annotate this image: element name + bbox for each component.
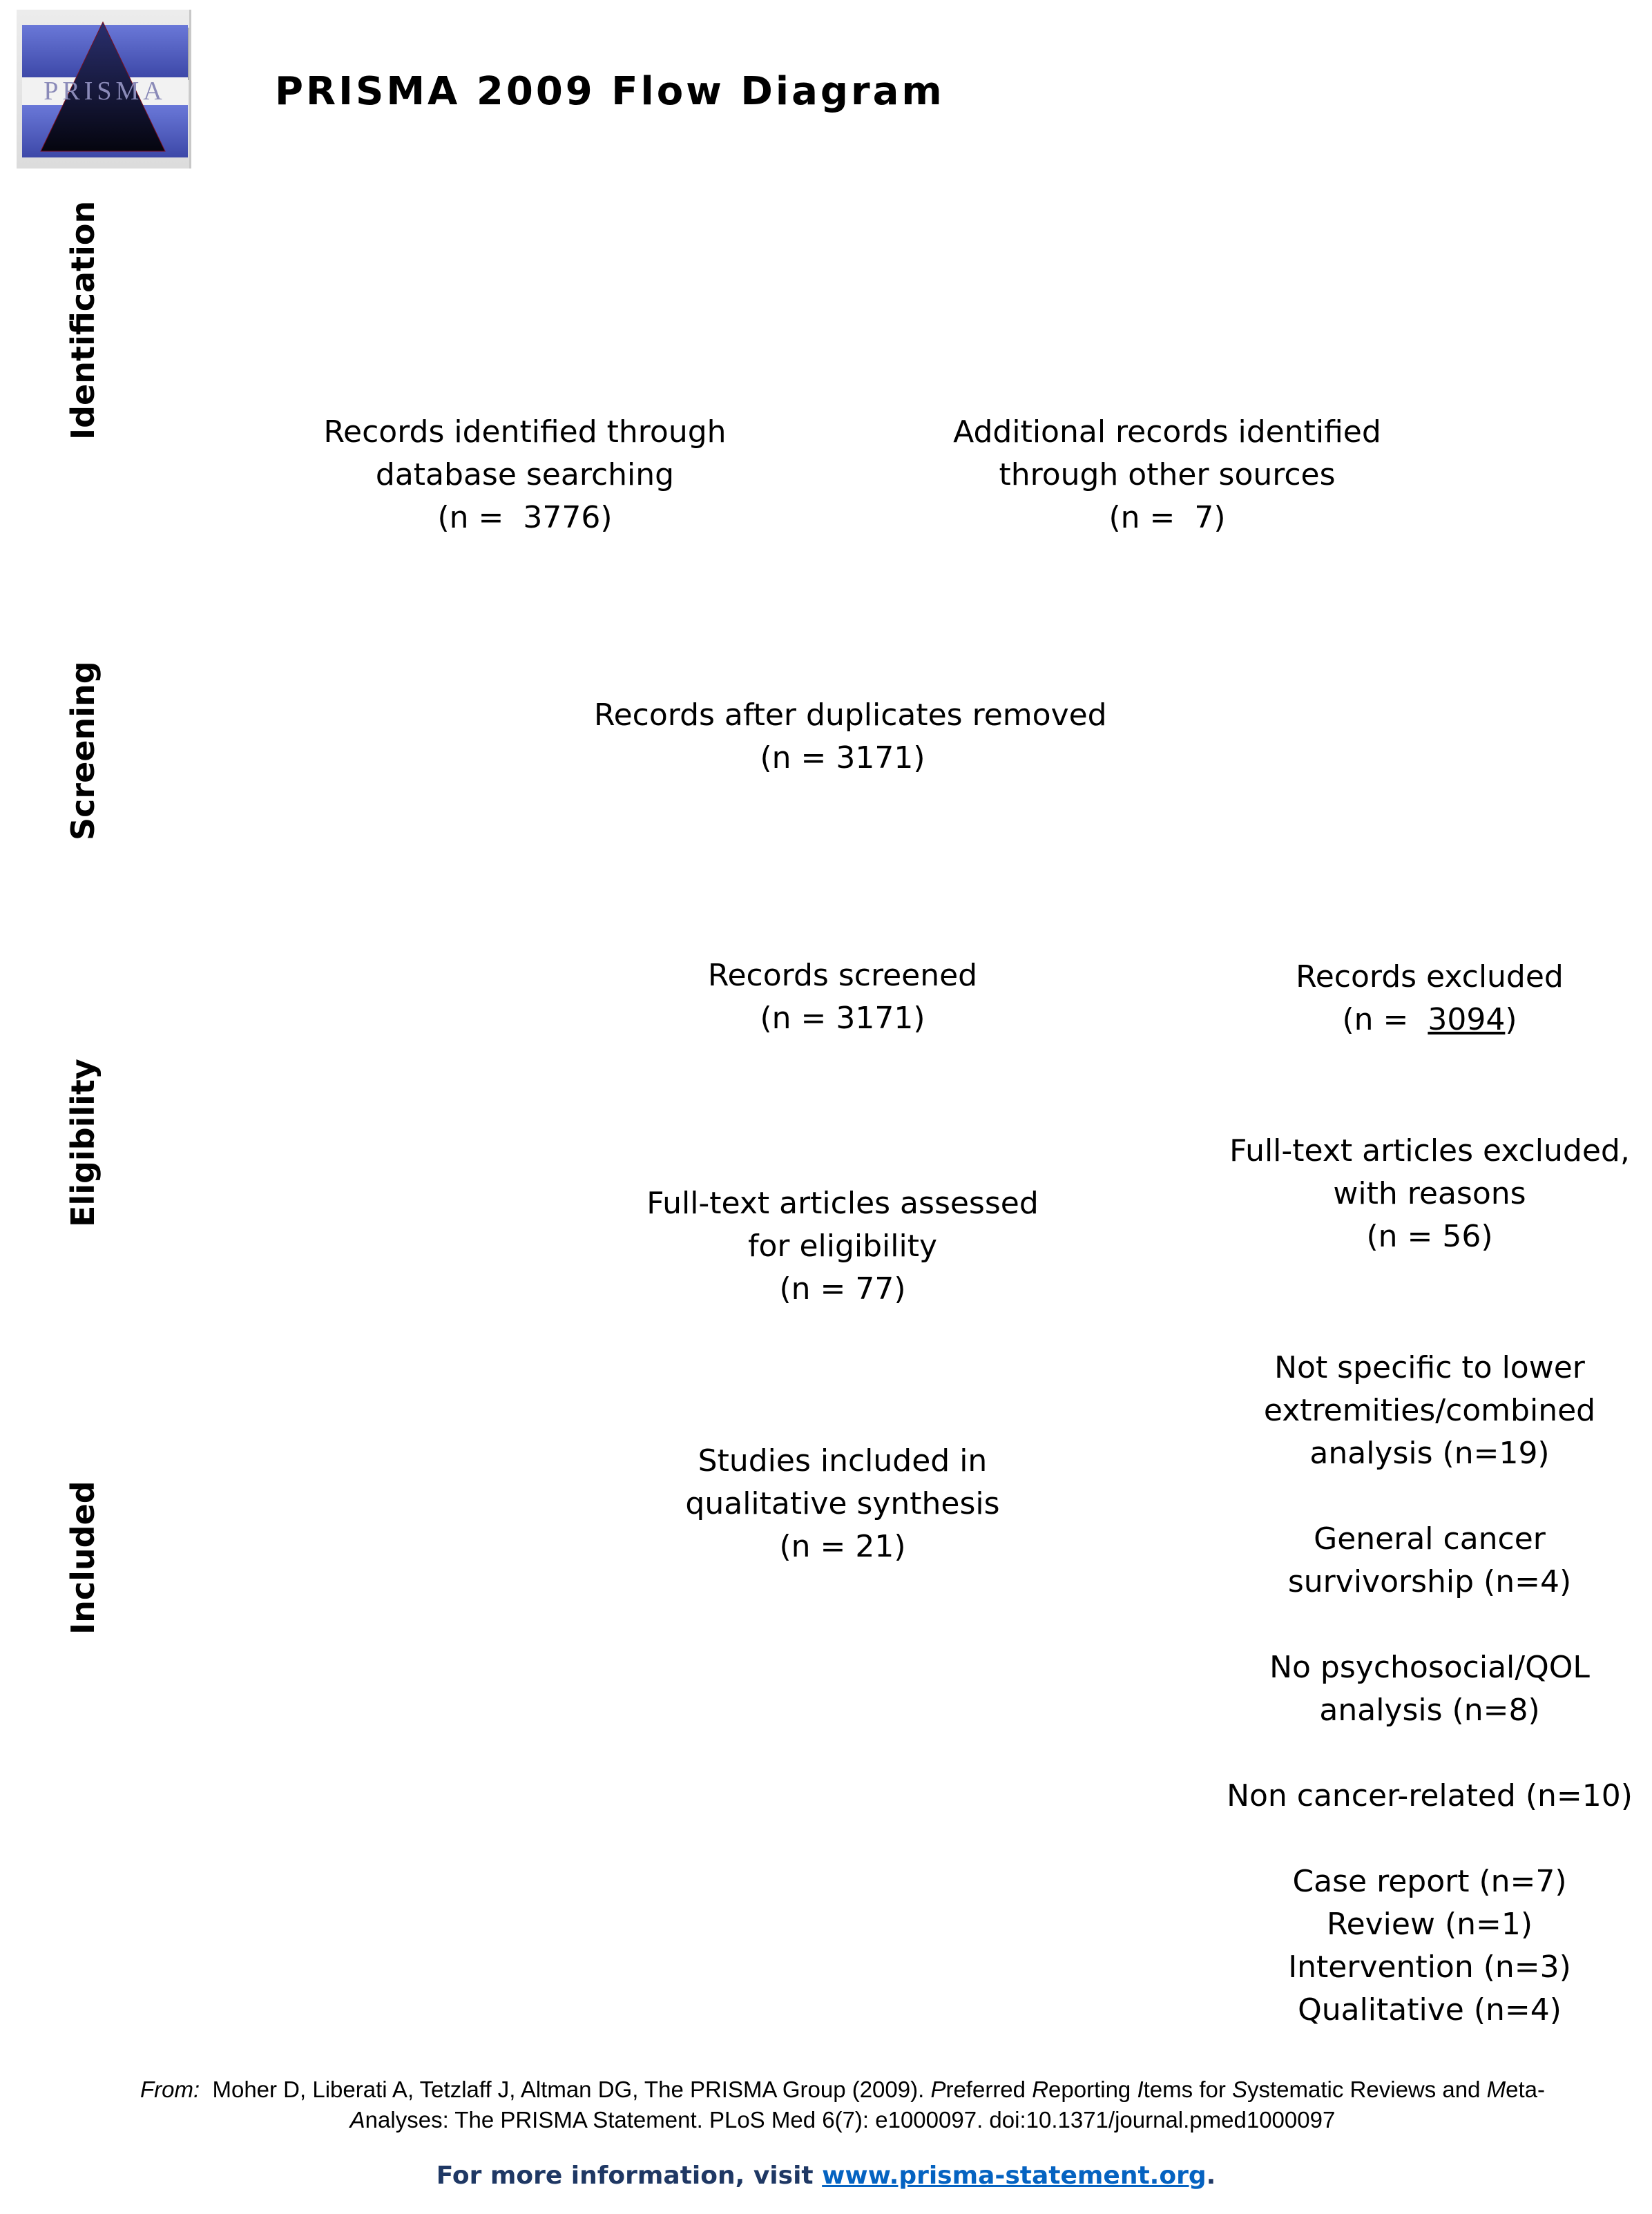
citation-text: A [349, 2107, 365, 2133]
reason-group [1216, 1775, 1644, 1818]
count-prefix: (n = [779, 1271, 856, 1307]
reason-line: Case report (n=7) [1292, 1864, 1567, 1899]
count-prefix: (n = [779, 1529, 856, 1564]
citation-text: I [1137, 2077, 1144, 2102]
box-line: Records excluded [1296, 959, 1564, 994]
logo-text: PRISMA [44, 77, 166, 106]
box-records-screened [635, 954, 1050, 1040]
phase-label-identification: Identification [64, 200, 102, 440]
count-prefix: (n = [1108, 500, 1195, 535]
more-info-suffix: . [1206, 2162, 1216, 2190]
count-value: 21 [855, 1529, 894, 1564]
box-count [1216, 1215, 1644, 1258]
box-line: Records screened [707, 958, 978, 993]
count-suffix: ) [894, 1271, 906, 1307]
prisma-logo [17, 10, 191, 169]
count-suffix: ) [1481, 1219, 1493, 1254]
reason-line: No psychosocial/QOL [1269, 1650, 1590, 1685]
reason-line: survivorship (n=4) [1287, 1564, 1572, 1599]
count-suffix: ) [894, 1529, 906, 1564]
box-count [1229, 999, 1630, 1041]
reason-line: Non cancer-related (n=10) [1227, 1778, 1633, 1813]
reason-group [1216, 1518, 1644, 1604]
reason-group [1216, 1646, 1644, 1732]
count-suffix: ) [1213, 500, 1226, 535]
box-database-searching [318, 411, 732, 539]
box-other-sources [939, 411, 1395, 539]
more-info-text: For more information, visit [436, 2162, 823, 2190]
reason-group [1216, 1347, 1644, 1475]
citation-line-2 [41, 2105, 1644, 2135]
count-suffix: ) [600, 500, 613, 535]
box-count [622, 1268, 1064, 1311]
count-value: 77 [855, 1271, 894, 1307]
box-line: Records after duplicates removed [594, 697, 1107, 733]
count-suffix: ) [913, 740, 925, 776]
reason-line: analysis (n=8) [1319, 1693, 1540, 1728]
box-count [939, 497, 1395, 539]
box-count [635, 997, 1050, 1040]
citation-text: Moher D, Liberati A, Tetzlaff J, Altman DG, The PRISMA Group (2009). [200, 2077, 931, 2102]
reason-line: analysis (n=19) [1309, 1436, 1550, 1471]
box-line: through other sources [999, 457, 1336, 492]
citation-text: referred [945, 2077, 1032, 2102]
phase-label-eligibility: Eligibility [64, 1059, 102, 1227]
reason-line: Not specific to lower [1274, 1350, 1585, 1385]
phase-label-screening: Screening [64, 661, 102, 840]
box-line: Studies included in [698, 1443, 988, 1479]
citation-text: S [1232, 2077, 1248, 2102]
citation [41, 2075, 1644, 2135]
reason-line: General cancer [1314, 1521, 1546, 1557]
box-duplicates-removed [594, 694, 1107, 780]
citation-text: tems for [1143, 2077, 1232, 2102]
count-prefix: (n = [1366, 1219, 1443, 1254]
count-value: 56 [1442, 1219, 1481, 1254]
count-value: 3094 [1428, 1002, 1506, 1037]
count-suffix: ) [1505, 1002, 1517, 1037]
reason-line: Review (n=1) [1326, 1907, 1533, 1942]
reason-line: Qualitative (n=4) [1298, 1992, 1562, 2028]
count-suffix: ) [913, 1001, 925, 1036]
box-line: database searching [375, 457, 675, 492]
citation-text: M [1486, 2077, 1506, 2102]
citation-text: nalyses: The PRISMA Statement. PLoS Med 6(7): e1000097. doi:10.1371/journal.pmed1000097 [365, 2107, 1336, 2133]
citation-text: P [930, 2077, 946, 2102]
box-count [635, 1525, 1050, 1568]
more-info [0, 2162, 1652, 2190]
citation-line-1 [41, 2075, 1644, 2105]
box-line: Additional records identified [953, 414, 1381, 450]
count-value: 3171 [836, 740, 914, 776]
box-count [318, 497, 732, 539]
box-line: with reasons [1333, 1176, 1526, 1211]
prisma-logo-graphic [17, 10, 189, 169]
citation-text: ystematic Reviews and [1247, 2077, 1487, 2102]
box-line: for eligibility [747, 1229, 938, 1264]
count-value: 7 [1194, 500, 1214, 535]
count-value: 3776 [523, 500, 601, 535]
box-fulltext-assessed [622, 1182, 1064, 1311]
count-prefix: (n = [760, 740, 836, 776]
reason-group [1216, 1860, 1644, 2032]
reason-line: Intervention (n=3) [1288, 1950, 1571, 1985]
box-records-excluded [1229, 956, 1630, 1041]
box-line: Full-text articles excluded, [1229, 1133, 1630, 1168]
reason-line: extremities/combined [1263, 1393, 1596, 1428]
count-prefix: (n = [437, 500, 524, 535]
box-line: Records identified through [323, 414, 727, 450]
citation-text: eta- [1506, 2077, 1546, 2102]
citation-text: eporting [1048, 2077, 1137, 2102]
box-line: qualitative synthesis [685, 1486, 1000, 1521]
citation-text: R [1032, 2077, 1049, 2102]
phase-label-included: Included [64, 1481, 102, 1635]
count-prefix: (n = [1342, 1002, 1428, 1037]
exclusion-reasons-list [1216, 1347, 1644, 2032]
page-title: PRISMA 2009 Flow Diagram [275, 69, 945, 114]
count-prefix: (n = [760, 1001, 836, 1036]
prisma-website-link[interactable]: www.prisma-statement.org [822, 2162, 1207, 2190]
box-fulltext-excluded [1216, 1130, 1644, 1258]
citation-from-label: From: [140, 2077, 200, 2102]
box-studies-included [635, 1440, 1050, 1568]
box-line: Full-text articles assessed [646, 1186, 1039, 1221]
box-count [594, 737, 1091, 780]
count-value: 3171 [836, 1001, 914, 1036]
